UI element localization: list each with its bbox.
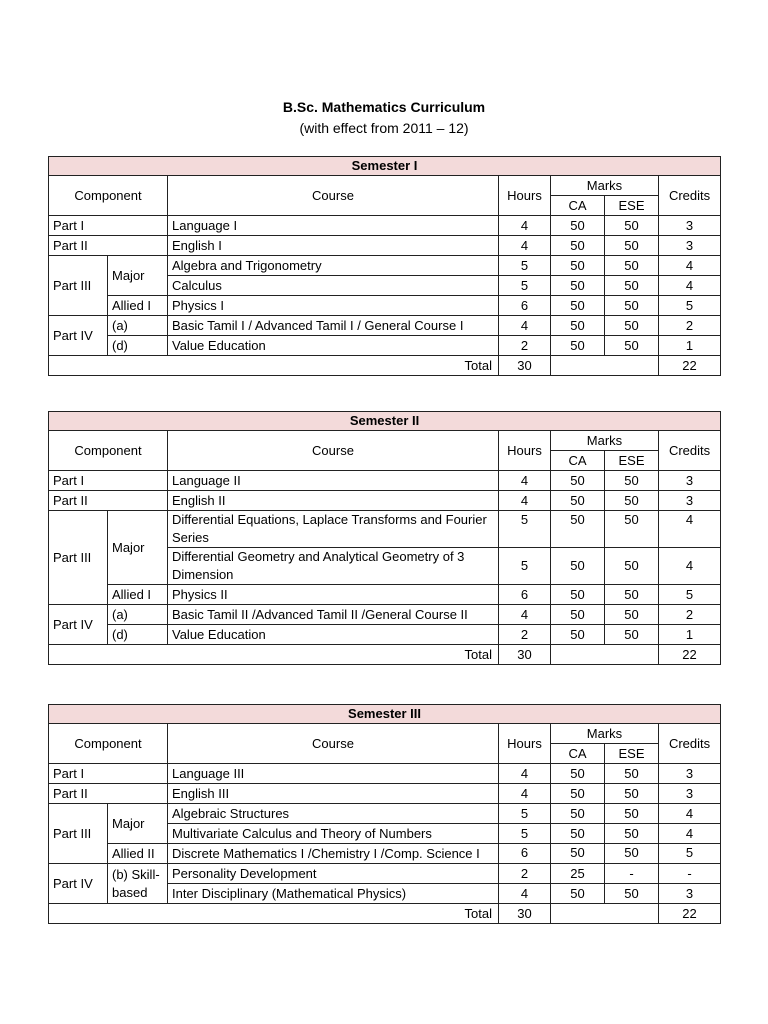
ca-value: 50 xyxy=(551,276,605,296)
credits-header: Credits xyxy=(659,431,721,471)
course-name: English II xyxy=(168,491,499,511)
course-name: Physics II xyxy=(168,585,499,605)
ca-value: 50 xyxy=(551,605,605,625)
ca-value: 50 xyxy=(551,491,605,511)
semester-heading: Semester II xyxy=(49,412,721,431)
course-name: Discrete Mathematics I /Chemistry I /Comp. Science I xyxy=(168,844,499,864)
credits-value: 3 xyxy=(659,471,721,491)
hours-value: 5 xyxy=(499,548,551,585)
course-name: Multivariate Calculus and Theory of Numbers xyxy=(168,824,499,844)
part-label: Part IV xyxy=(49,864,108,904)
table-row xyxy=(49,471,721,491)
hours-value: 5 xyxy=(499,804,551,824)
ca-value: 50 xyxy=(551,625,605,645)
table-row xyxy=(49,316,721,336)
ese-value: 50 xyxy=(605,236,659,256)
part-label: Part IV xyxy=(49,316,108,356)
marks-header: Marks xyxy=(551,431,659,451)
ca-value: 50 xyxy=(551,844,605,864)
sub-component-label: (d) xyxy=(108,336,168,356)
hours-value: 5 xyxy=(499,511,551,548)
total-row xyxy=(49,356,721,376)
course-header: Course xyxy=(168,724,499,764)
total-hours: 30 xyxy=(499,356,551,376)
sub-component-label: Major xyxy=(108,256,168,296)
hours-value: 6 xyxy=(499,844,551,864)
part-label: Part I xyxy=(49,216,168,236)
ca-value: 50 xyxy=(551,884,605,904)
ca-header: CA xyxy=(551,744,605,764)
ese-value: 50 xyxy=(605,844,659,864)
total-marks-blank xyxy=(551,904,659,924)
total-label: Total xyxy=(49,645,499,665)
document-subtitle: (with effect from 2011 – 12) xyxy=(299,120,469,136)
credits-value: 1 xyxy=(659,336,721,356)
course-header: Course xyxy=(168,431,499,471)
credits-value: 4 xyxy=(659,824,721,844)
part-label: Part II xyxy=(49,236,168,256)
credits-value: 5 xyxy=(659,296,721,316)
sub-component-label: Allied I xyxy=(108,296,168,316)
credits-value: 1 xyxy=(659,625,721,645)
ca-value: 50 xyxy=(551,236,605,256)
part-label: Part III xyxy=(49,256,108,316)
total-credits: 22 xyxy=(659,645,721,665)
ese-value: - xyxy=(605,864,659,884)
credits-value: 3 xyxy=(659,491,721,511)
component-header: Component xyxy=(49,176,168,216)
ca-value: 50 xyxy=(551,784,605,804)
marks-header: Marks xyxy=(551,724,659,744)
part-label: Part IV xyxy=(49,605,108,645)
table-row xyxy=(49,784,721,804)
ese-value: 50 xyxy=(605,625,659,645)
part-label: Part I xyxy=(49,471,168,491)
table-row xyxy=(49,511,721,548)
table-row xyxy=(49,216,721,236)
table-row xyxy=(49,585,721,605)
hours-value: 4 xyxy=(499,884,551,904)
credits-value: 5 xyxy=(659,844,721,864)
ese-value: 50 xyxy=(605,804,659,824)
course-name: Differential Equations, Laplace Transforms and Fourier Series xyxy=(168,511,499,548)
ese-value: 50 xyxy=(605,491,659,511)
table-row xyxy=(49,864,721,884)
credits-value: 3 xyxy=(659,764,721,784)
ese-value: 50 xyxy=(605,336,659,356)
table-row xyxy=(49,336,721,356)
ca-value: 50 xyxy=(551,511,605,548)
course-header: Course xyxy=(168,176,499,216)
table-row xyxy=(49,256,721,276)
ese-value: 50 xyxy=(605,784,659,804)
hours-value: 2 xyxy=(499,336,551,356)
ca-value: 50 xyxy=(551,585,605,605)
course-name: Physics I xyxy=(168,296,499,316)
course-name: Calculus xyxy=(168,276,499,296)
course-name: English I xyxy=(168,236,499,256)
component-header: Component xyxy=(49,431,168,471)
semester-heading: Semester III xyxy=(49,705,721,724)
credits-value: 4 xyxy=(659,256,721,276)
total-row xyxy=(49,645,721,665)
sub-component-label: (d) xyxy=(108,625,168,645)
ese-header: ESE xyxy=(605,451,659,471)
table-row xyxy=(49,625,721,645)
table-row xyxy=(49,491,721,511)
ca-value: 50 xyxy=(551,824,605,844)
total-hours: 30 xyxy=(499,904,551,924)
credits-header: Credits xyxy=(659,176,721,216)
part-label: Part I xyxy=(49,764,168,784)
ese-header: ESE xyxy=(605,196,659,216)
course-name: Differential Geometry and Analytical Geometry of 3 Dimension xyxy=(168,548,499,585)
credits-value: 4 xyxy=(659,804,721,824)
course-name: Personality Development xyxy=(168,864,499,884)
ese-value: 50 xyxy=(605,824,659,844)
ca-value: 50 xyxy=(551,804,605,824)
hours-value: 4 xyxy=(499,316,551,336)
total-marks-blank xyxy=(551,645,659,665)
total-hours: 30 xyxy=(499,645,551,665)
credits-value: 4 xyxy=(659,511,721,548)
hours-value: 4 xyxy=(499,236,551,256)
ese-value: 50 xyxy=(605,296,659,316)
ese-value: 50 xyxy=(605,764,659,784)
course-name: Value Education xyxy=(168,336,499,356)
sub-component-label: Major xyxy=(108,511,168,585)
ese-value: 50 xyxy=(605,548,659,585)
table-row xyxy=(49,605,721,625)
semester-3-table xyxy=(48,704,721,924)
part-label: Part III xyxy=(49,804,108,864)
credits-value: 3 xyxy=(659,216,721,236)
ca-value: 50 xyxy=(551,296,605,316)
credits-value: 2 xyxy=(659,605,721,625)
marks-header: Marks xyxy=(551,176,659,196)
credits-value: 3 xyxy=(659,236,721,256)
hours-value: 4 xyxy=(499,784,551,804)
ese-value: 50 xyxy=(605,605,659,625)
hours-value: 6 xyxy=(499,585,551,605)
course-name: Algebraic Structures xyxy=(168,804,499,824)
ca-value: 50 xyxy=(551,471,605,491)
semester-1-table xyxy=(48,156,721,376)
course-name: Language I xyxy=(168,216,499,236)
course-name: Value Education xyxy=(168,625,499,645)
hours-value: 4 xyxy=(499,216,551,236)
hours-value: 4 xyxy=(499,605,551,625)
course-name: Basic Tamil II /Advanced Tamil II /General Course II xyxy=(168,605,499,625)
hours-value: 5 xyxy=(499,276,551,296)
table-row xyxy=(49,764,721,784)
total-row xyxy=(49,904,721,924)
course-name: Basic Tamil I / Advanced Tamil I / General Course I xyxy=(168,316,499,336)
table-row xyxy=(49,804,721,824)
document-title: B.Sc. Mathematics Curriculum xyxy=(282,99,486,115)
credits-header: Credits xyxy=(659,724,721,764)
ese-value: 50 xyxy=(605,585,659,605)
ca-value: 25 xyxy=(551,864,605,884)
credits-value: 2 xyxy=(659,316,721,336)
sub-component-label: Allied I xyxy=(108,585,168,605)
ca-header: CA xyxy=(551,196,605,216)
table-row xyxy=(49,844,721,864)
part-label: Part III xyxy=(49,511,108,605)
sub-component-label: (a) xyxy=(108,316,168,336)
table-row xyxy=(49,296,721,316)
credits-value: 5 xyxy=(659,585,721,605)
hours-value: 4 xyxy=(499,491,551,511)
ese-value: 50 xyxy=(605,511,659,548)
table-row xyxy=(49,236,721,256)
ca-value: 50 xyxy=(551,548,605,585)
hours-value: 5 xyxy=(499,256,551,276)
course-name: Algebra and Trigonometry xyxy=(168,256,499,276)
hours-value: 4 xyxy=(499,471,551,491)
course-name: English III xyxy=(168,784,499,804)
semester-2-table xyxy=(48,411,721,665)
credits-value: 4 xyxy=(659,548,721,585)
semester-heading: Semester I xyxy=(49,157,721,176)
credits-value: 4 xyxy=(659,276,721,296)
ese-header: ESE xyxy=(605,744,659,764)
hours-value: 4 xyxy=(499,764,551,784)
sub-component-label: Allied II xyxy=(108,844,168,864)
credits-value: - xyxy=(659,864,721,884)
ese-value: 50 xyxy=(605,471,659,491)
ese-value: 50 xyxy=(605,276,659,296)
course-name: Language II xyxy=(168,471,499,491)
total-credits: 22 xyxy=(659,904,721,924)
ese-value: 50 xyxy=(605,216,659,236)
total-marks-blank xyxy=(551,356,659,376)
ca-header: CA xyxy=(551,451,605,471)
sub-component-label: Major xyxy=(108,804,168,844)
hours-value: 2 xyxy=(499,625,551,645)
hours-value: 2 xyxy=(499,864,551,884)
component-header: Component xyxy=(49,724,168,764)
hours-header: Hours xyxy=(499,176,551,216)
ca-value: 50 xyxy=(551,764,605,784)
credits-value: 3 xyxy=(659,784,721,804)
hours-value: 6 xyxy=(499,296,551,316)
ca-value: 50 xyxy=(551,316,605,336)
hours-header: Hours xyxy=(499,431,551,471)
total-label: Total xyxy=(49,356,499,376)
ese-value: 50 xyxy=(605,316,659,336)
sub-component-label: (b) Skill-based xyxy=(108,864,168,904)
ese-value: 50 xyxy=(605,884,659,904)
course-name: Inter Disciplinary (Mathematical Physics) xyxy=(168,884,499,904)
ca-value: 50 xyxy=(551,216,605,236)
ca-value: 50 xyxy=(551,336,605,356)
sub-component-label: (a) xyxy=(108,605,168,625)
hours-header: Hours xyxy=(499,724,551,764)
course-name: Language III xyxy=(168,764,499,784)
ca-value: 50 xyxy=(551,256,605,276)
total-credits: 22 xyxy=(659,356,721,376)
total-label: Total xyxy=(49,904,499,924)
credits-value: 3 xyxy=(659,884,721,904)
part-label: Part II xyxy=(49,784,168,804)
ese-value: 50 xyxy=(605,256,659,276)
part-label: Part II xyxy=(49,491,168,511)
hours-value: 5 xyxy=(499,824,551,844)
